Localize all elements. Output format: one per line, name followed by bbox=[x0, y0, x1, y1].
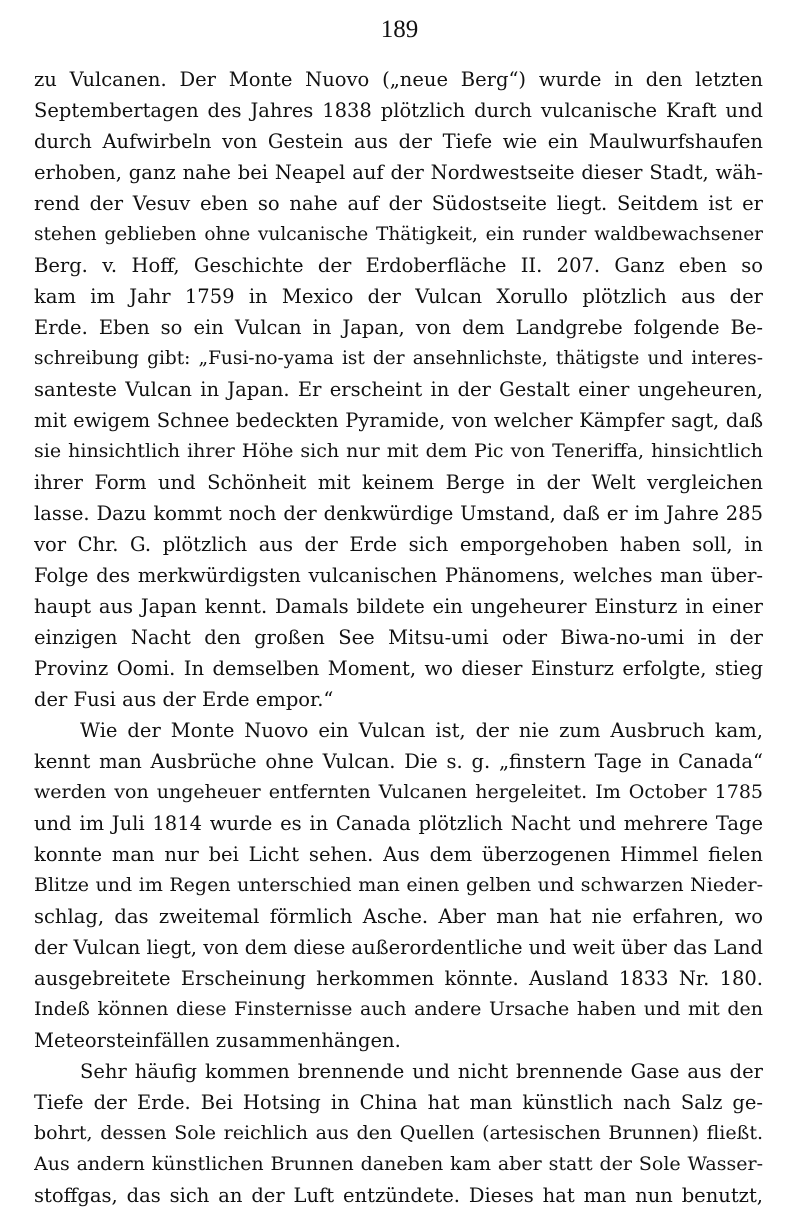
text-line: erhoben, ganz nahe bei Neapel auf der Nordwestseite dieser Stadt, wäh- bbox=[34, 161, 763, 184]
text-line: santeste Vulcan in Japan. Er erscheint in der Gestalt einer ungeheuren, bbox=[34, 378, 763, 401]
paragraph-canada-dark-days bbox=[34, 715, 763, 1056]
text-line: Provinz Oomi. In demselben Moment, wo dieser Einsturz erfolgte, stieg bbox=[34, 657, 763, 680]
text-line: zu Vulcanen. Der Monte Nuovo („neue Berg“) wurde in den letzten bbox=[34, 68, 763, 91]
text-line: lasse. Dazu kommt noch der denkwürdige Umstand, daß er im Jahre 285 bbox=[34, 502, 763, 525]
text-line: konnte man nur bei Licht sehen. Aus dem überzogenen Himmel fielen bbox=[34, 843, 763, 866]
text-line: sie hinsichtlich ihrer Höhe sich nur mit dem Pic von Teneriffa, hinsichtlich bbox=[34, 440, 763, 462]
text-line: Aus andern künstlichen Brunnen daneben kam aber statt der Sole Wasser- bbox=[34, 1153, 763, 1175]
text-line: stoffgas, das sich an der Luft entzündete. Dieses hat man nun benutzt, bbox=[34, 1184, 763, 1207]
text-line: kennt man Ausbrüche ohne Vulcan. Die s. g. „finstern Tage in Canada“ bbox=[34, 750, 763, 773]
text-line: einzigen Nacht den großen See Mitsu-umi oder Biwa-no-umi in der bbox=[34, 626, 763, 649]
text-line: ihrer Form und Schönheit mit keinem Berge in der Welt vergleichen bbox=[34, 471, 763, 494]
text-line: kam im Jahr 1759 in Mexico der Vulcan Xorullo plötzlich aus der bbox=[34, 285, 763, 308]
text-line: schlag, das zweitemal förmlich Asche. Aber man hat nie erfahren, wo bbox=[34, 905, 763, 928]
text-line: und im Juli 1814 wurde es in Canada plötzlich Nacht und mehrere Tage bbox=[34, 812, 763, 835]
text-line: Erde. Eben so ein Vulcan in Japan, von dem Landgrebe folgende Be- bbox=[34, 316, 763, 339]
text-line: Septembertagen des Jahres 1838 plötzlich durch vulcanische Kraft und bbox=[34, 99, 763, 122]
text-line: Blitze und im Regen unterschied man einen gelben und schwarzen Nieder- bbox=[34, 874, 763, 896]
text-line: bohrt, dessen Sole reichlich aus den Quellen (artesischen Brunnen) fließt. bbox=[34, 1122, 763, 1144]
text-line: stehen geblieben ohne vulcanische Thätigkeit, ein runder waldbewachsener bbox=[34, 224, 763, 245]
text-line: Meteorsteinfällen zusammenhängen. bbox=[34, 1029, 401, 1052]
text-line: Sehr häufig kommen brennende und nicht brennende Gase aus der bbox=[80, 1060, 763, 1083]
text-line: Indeß können diese Finsternisse auch andere Ursache haben und mit den bbox=[34, 998, 763, 1020]
page-number: 189 bbox=[380, 16, 419, 43]
paragraph-gases bbox=[34, 1056, 763, 1211]
text-line: mit ewigem Schnee bedeckten Pyramide, von welcher Kämpfer sagt, daß bbox=[34, 409, 763, 432]
text-line: rend der Vesuv eben so nahe auf der Südostseite liegt. Seitdem ist er bbox=[34, 192, 763, 215]
text-line: schreibung gibt: „Fusi-no-yama ist der ansehnlichste, thätigste und interes- bbox=[34, 348, 763, 369]
text-line: haupt aus Japan kennt. Damals bildete ein ungeheurer Einsturz in einer bbox=[34, 595, 763, 618]
text-line: werden von ungeheuer entfernten Vulcanen hergeleitet. Im October 1785 bbox=[34, 781, 763, 803]
body-text bbox=[34, 64, 763, 1211]
text-line: ausgebreitete Erscheinung herkommen könnte. Ausland 1833 Nr. 180. bbox=[34, 967, 763, 990]
text-line: der Vulcan liegt, von dem diese außerordentliche und weit über das Land bbox=[34, 936, 763, 959]
text-line: durch Aufwirbeln von Gestein aus der Tiefe wie ein Maulwurfshaufen bbox=[34, 130, 763, 153]
text-line: Berg. v. Hoff, Geschichte der Erdoberfläche II. 207. Ganz eben so bbox=[34, 254, 763, 277]
text-line: Folge des merkwürdigsten vulcanischen Phänomens, welches man über- bbox=[34, 564, 763, 587]
text-line: vor Chr. G. plötzlich aus der Erde sich emporgehoben haben soll, in bbox=[34, 533, 763, 556]
text-line: Tiefe der Erde. Bei Hotsing in China hat man künstlich nach Salz ge- bbox=[34, 1091, 763, 1114]
text-line: Wie der Monte Nuovo ein Vulcan ist, der nie zum Ausbruch kam, bbox=[80, 719, 763, 742]
text-line: der Fusi aus der Erde empor.“ bbox=[34, 688, 334, 711]
paragraph-monte-nuovo-japan bbox=[34, 64, 763, 715]
